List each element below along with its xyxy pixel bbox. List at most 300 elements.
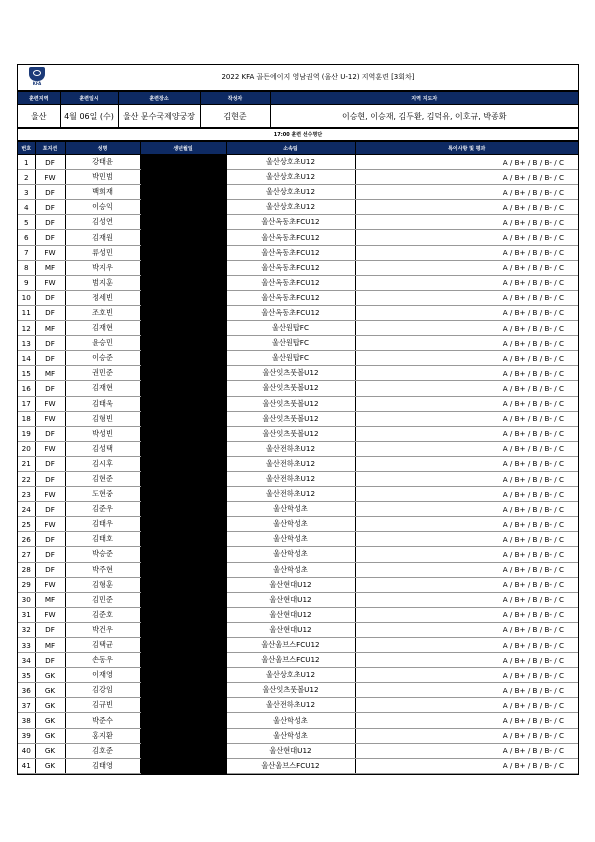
player-name: 박민범: [65, 170, 140, 185]
player-team: 울산울브스FCU12: [226, 638, 355, 653]
table-row: [18, 170, 578, 185]
player-number: 28: [18, 562, 35, 577]
player-number: 30: [18, 592, 35, 607]
player-grade: A / B+ / B / B- / C: [355, 305, 578, 320]
player-number: 26: [18, 532, 35, 547]
table-row: [18, 155, 578, 170]
birthdate-redacted: [140, 456, 226, 471]
player-team: 울산전하초U12: [226, 441, 355, 456]
player-team: 울산학성초: [226, 517, 355, 532]
player-grade: A / B+ / B / B- / C: [355, 456, 578, 471]
player-grade: A / B+ / B / B- / C: [355, 230, 578, 245]
birthdate-redacted: [140, 607, 226, 622]
birthdate-redacted: [140, 743, 226, 758]
birthdate-redacted: [140, 185, 226, 200]
table-row: [18, 426, 578, 441]
player-number: 29: [18, 577, 35, 592]
player-number: 33: [18, 638, 35, 653]
player-team: 울산학성초: [226, 502, 355, 517]
birthdate-redacted: [140, 366, 226, 381]
player-position: FW: [35, 487, 65, 502]
player-team: 울산옥동초FCU12: [226, 245, 355, 260]
table-row: [18, 215, 578, 230]
player-team: 울산전하초U12: [226, 487, 355, 502]
birthdate-redacted: [140, 336, 226, 351]
player-grade: A / B+ / B / B- / C: [355, 713, 578, 728]
player-position: MF: [35, 260, 65, 275]
player-number: 8: [18, 260, 35, 275]
player-position: DF: [35, 426, 65, 441]
birthdate-redacted: [140, 275, 226, 290]
player-position: DF: [35, 622, 65, 637]
player-team: 울산전하초U12: [226, 698, 355, 713]
player-position: DF: [35, 547, 65, 562]
table-row: [18, 683, 578, 698]
birthdate-redacted: [140, 547, 226, 562]
player-grade: A / B+ / B / B- / C: [355, 381, 578, 396]
player-number: 1: [18, 155, 35, 170]
player-name: 백희재: [65, 185, 140, 200]
table-row: [18, 668, 578, 683]
table-row: [18, 607, 578, 622]
player-number: 9: [18, 275, 35, 290]
player-team: 울산원탑FC: [226, 351, 355, 366]
player-grade: A / B+ / B / B- / C: [355, 728, 578, 743]
player-grade: A / B+ / B / B- / C: [355, 502, 578, 517]
birthdate-redacted: [140, 532, 226, 547]
player-number: 3: [18, 185, 35, 200]
birthdate-redacted: [140, 426, 226, 441]
birthdate-redacted: [140, 698, 226, 713]
player-number: 13: [18, 336, 35, 351]
player-position: DF: [35, 200, 65, 215]
player-team: 울산옥동초FCU12: [226, 290, 355, 305]
player-name: 박주현: [65, 562, 140, 577]
birthdate-redacted: [140, 200, 226, 215]
player-number: 21: [18, 456, 35, 471]
player-number: 6: [18, 230, 35, 245]
player-grade: A / B+ / B / B- / C: [355, 547, 578, 562]
table-row: [18, 502, 578, 517]
birthdate-redacted: [140, 487, 226, 502]
player-name: 김호준: [65, 743, 140, 758]
birthdate-redacted: [140, 290, 226, 305]
player-team: 울산잇츠풋볼U12: [226, 411, 355, 426]
player-position: FW: [35, 245, 65, 260]
table-row: [18, 275, 578, 290]
player-team: 울산잇츠풋볼U12: [226, 381, 355, 396]
player-name: 김시후: [65, 456, 140, 471]
player-position: DF: [35, 471, 65, 486]
player-position: FW: [35, 517, 65, 532]
player-position: GK: [35, 728, 65, 743]
player-position: DF: [35, 562, 65, 577]
table-row: [18, 547, 578, 562]
player-number: 37: [18, 698, 35, 713]
player-position: DF: [35, 456, 65, 471]
info-venue: 울산 문수국제양궁장: [118, 105, 200, 128]
player-name: 박승준: [65, 547, 140, 562]
table-row: [18, 728, 578, 743]
player-number: 14: [18, 351, 35, 366]
info-coaches: 이승현, 이승재, 김두환, 김덕유, 이호규, 박종화: [270, 105, 578, 128]
player-team: 울산상호초U12: [226, 185, 355, 200]
table-row: [18, 758, 578, 773]
table-row: [18, 381, 578, 396]
player-team: 울산원탑FC: [226, 321, 355, 336]
player-name: 강태윤: [65, 155, 140, 170]
player-name: 이재영: [65, 668, 140, 683]
table-row: [18, 290, 578, 305]
player-grade: A / B+ / B / B- / C: [355, 275, 578, 290]
birthdate-redacted: [140, 411, 226, 426]
player-name: 김성택: [65, 441, 140, 456]
birthdate-redacted: [140, 155, 226, 170]
table-row: [18, 260, 578, 275]
player-position: DF: [35, 215, 65, 230]
player-team: 울산현대U12: [226, 592, 355, 607]
player-table: [18, 141, 578, 774]
player-grade: A / B+ / B / B- / C: [355, 441, 578, 456]
table-row: [18, 245, 578, 260]
player-name: 박성빈: [65, 426, 140, 441]
training-info-table: [18, 91, 578, 128]
info-header-datetime: 훈련일시: [60, 92, 118, 105]
birthdate-redacted: [140, 170, 226, 185]
col-header-position: 포지션: [35, 142, 65, 155]
table-row: [18, 185, 578, 200]
player-team: 울산현대U12: [226, 577, 355, 592]
birthdate-redacted: [140, 683, 226, 698]
player-team: 울산옥동초FCU12: [226, 230, 355, 245]
section-title: 17:00 훈련 선수명단: [18, 129, 578, 141]
player-name: 정세빈: [65, 290, 140, 305]
player-grade: A / B+ / B / B- / C: [355, 532, 578, 547]
birthdate-redacted: [140, 260, 226, 275]
player-position: DF: [35, 185, 65, 200]
birthdate-redacted: [140, 321, 226, 336]
player-number: 15: [18, 366, 35, 381]
birthdate-redacted: [140, 305, 226, 320]
player-grade: A / B+ / B / B- / C: [355, 471, 578, 486]
player-position: MF: [35, 321, 65, 336]
player-position: DF: [35, 351, 65, 366]
title-row: [18, 65, 578, 91]
birthdate-redacted: [140, 502, 226, 517]
birthdate-redacted: [140, 396, 226, 411]
birthdate-redacted: [140, 592, 226, 607]
info-value-row: [18, 105, 578, 128]
birthdate-redacted: [140, 351, 226, 366]
player-team: 울산옥동초FCU12: [226, 275, 355, 290]
table-row: [18, 743, 578, 758]
player-team: 울산학성초: [226, 547, 355, 562]
player-team: 울산잇츠풋볼U12: [226, 366, 355, 381]
player-position: FW: [35, 577, 65, 592]
player-position: DF: [35, 290, 65, 305]
player-number: 5: [18, 215, 35, 230]
player-name: 박준수: [65, 713, 140, 728]
player-name: 김현준: [65, 471, 140, 486]
player-name: 박건우: [65, 622, 140, 637]
table-row: [18, 305, 578, 320]
player-number: 23: [18, 487, 35, 502]
player-position: GK: [35, 713, 65, 728]
player-grade: A / B+ / B / B- / C: [355, 200, 578, 215]
player-position: FW: [35, 607, 65, 622]
player-grade: A / B+ / B / B- / C: [355, 336, 578, 351]
player-position: DF: [35, 155, 65, 170]
player-grade: A / B+ / B / B- / C: [355, 607, 578, 622]
birthdate-redacted: [140, 381, 226, 396]
player-position: MF: [35, 366, 65, 381]
player-grade: A / B+ / B / B- / C: [355, 743, 578, 758]
player-name: 김규빈: [65, 698, 140, 713]
player-team: 울산상호초U12: [226, 668, 355, 683]
player-name: 김태영: [65, 758, 140, 773]
player-number: 32: [18, 622, 35, 637]
table-row: [18, 456, 578, 471]
table-row: [18, 200, 578, 215]
player-number: 31: [18, 607, 35, 622]
player-position: GK: [35, 743, 65, 758]
player-name: 도현중: [65, 487, 140, 502]
table-row: [18, 577, 578, 592]
player-name: 김준우: [65, 502, 140, 517]
player-position: GK: [35, 668, 65, 683]
table-row: [18, 441, 578, 456]
birthdate-redacted: [140, 562, 226, 577]
table-row: [18, 396, 578, 411]
player-team: 울산현대U12: [226, 607, 355, 622]
section-title-table: [18, 128, 578, 141]
player-grade: A / B+ / B / B- / C: [355, 260, 578, 275]
table-row: [18, 592, 578, 607]
player-name: 김태호: [65, 532, 140, 547]
player-number: 19: [18, 426, 35, 441]
player-name: 김택균: [65, 638, 140, 653]
player-grade: A / B+ / B / B- / C: [355, 668, 578, 683]
player-team: 울산원탑FC: [226, 336, 355, 351]
player-team: 울산울브스FCU12: [226, 653, 355, 668]
player-name: 조호빈: [65, 305, 140, 320]
player-number: 40: [18, 743, 35, 758]
table-row: [18, 411, 578, 426]
player-header-row: [18, 142, 578, 155]
player-number: 35: [18, 668, 35, 683]
player-grade: A / B+ / B / B- / C: [355, 170, 578, 185]
table-row: [18, 351, 578, 366]
player-number: 2: [18, 170, 35, 185]
player-position: DF: [35, 653, 65, 668]
kfa-logo-icon: KFA: [26, 67, 48, 88]
table-row: [18, 638, 578, 653]
player-team: 울산전하초U12: [226, 456, 355, 471]
col-header-number: 번호: [18, 142, 35, 155]
player-name: 류성민: [65, 245, 140, 260]
player-team: 울산옥동초FCU12: [226, 215, 355, 230]
player-grade: A / B+ / B / B- / C: [355, 426, 578, 441]
birthdate-redacted: [140, 577, 226, 592]
table-row: [18, 622, 578, 637]
player-name: 이승익: [65, 200, 140, 215]
info-header-author: 작성자: [200, 92, 270, 105]
player-grade: A / B+ / B / B- / C: [355, 653, 578, 668]
table-row: [18, 653, 578, 668]
player-name: 윤승민: [65, 336, 140, 351]
birthdate-redacted: [140, 713, 226, 728]
birthdate-redacted: [140, 758, 226, 773]
table-row: [18, 698, 578, 713]
player-name: 김재현: [65, 321, 140, 336]
birthdate-redacted: [140, 215, 226, 230]
player-grade: A / B+ / B / B- / C: [355, 351, 578, 366]
player-number: 17: [18, 396, 35, 411]
birthdate-redacted: [140, 441, 226, 456]
player-position: FW: [35, 396, 65, 411]
birthdate-redacted: [140, 653, 226, 668]
birthdate-redacted: [140, 638, 226, 653]
player-name: 김준호: [65, 607, 140, 622]
info-header-region: 훈련지역: [18, 92, 60, 105]
player-position: GK: [35, 698, 65, 713]
player-team: 울산학성초: [226, 728, 355, 743]
player-name: 박지우: [65, 260, 140, 275]
player-team: 울산옥동초FCU12: [226, 260, 355, 275]
info-header-row: [18, 92, 578, 105]
birthdate-redacted: [140, 230, 226, 245]
player-number: 27: [18, 547, 35, 562]
roster-sheet: [17, 64, 579, 775]
player-team: 울산잇츠풋볼U12: [226, 426, 355, 441]
player-team: 울산잇츠풋볼U12: [226, 396, 355, 411]
player-grade: A / B+ / B / B- / C: [355, 683, 578, 698]
player-number: 25: [18, 517, 35, 532]
player-position: FW: [35, 411, 65, 426]
player-team: 울산학성초: [226, 562, 355, 577]
player-name: 김민준: [65, 592, 140, 607]
player-grade: A / B+ / B / B- / C: [355, 562, 578, 577]
birthdate-redacted: [140, 245, 226, 260]
player-team: 울산잇츠풋볼U12: [226, 683, 355, 698]
col-header-birthdate: 생년월일: [140, 142, 226, 155]
player-position: FW: [35, 170, 65, 185]
player-team: 울산옥동초FCU12: [226, 305, 355, 320]
info-region: 울산: [18, 105, 60, 128]
player-name: 김형훈: [65, 577, 140, 592]
table-row: [18, 487, 578, 502]
player-name: 김형빈: [65, 411, 140, 426]
player-number: 24: [18, 502, 35, 517]
player-team: 울산학성초: [226, 713, 355, 728]
player-grade: A / B+ / B / B- / C: [355, 185, 578, 200]
player-team: 울산울브스FCU12: [226, 758, 355, 773]
player-grade: A / B+ / B / B- / C: [355, 622, 578, 637]
player-grade: A / B+ / B / B- / C: [355, 155, 578, 170]
table-row: [18, 517, 578, 532]
info-datetime: 4월 06일 (수): [60, 105, 118, 128]
player-name: 이승준: [65, 351, 140, 366]
player-grade: A / B+ / B / B- / C: [355, 411, 578, 426]
birthdate-redacted: [140, 622, 226, 637]
player-position: GK: [35, 758, 65, 773]
player-name: 김강임: [65, 683, 140, 698]
player-position: DF: [35, 305, 65, 320]
player-position: DF: [35, 502, 65, 517]
player-position: GK: [35, 683, 65, 698]
player-grade: A / B+ / B / B- / C: [355, 290, 578, 305]
player-team: 울산현대U12: [226, 743, 355, 758]
col-header-team: 소속팀: [226, 142, 355, 155]
player-grade: A / B+ / B / B- / C: [355, 487, 578, 502]
player-position: DF: [35, 230, 65, 245]
table-row: [18, 713, 578, 728]
table-row: [18, 562, 578, 577]
player-grade: A / B+ / B / B- / C: [355, 758, 578, 773]
player-team: 울산상호초U12: [226, 200, 355, 215]
player-name: 김재현: [65, 381, 140, 396]
page-title: 2022 KFA 골든에이지 영남권역 (울산 U-12) 지역훈련 [3회차]: [221, 73, 415, 81]
player-name: 김재원: [65, 230, 140, 245]
player-name: 김태욱: [65, 396, 140, 411]
birthdate-redacted: [140, 728, 226, 743]
player-number: 18: [18, 411, 35, 426]
info-header-venue: 훈련장소: [118, 92, 200, 105]
col-header-notes: 특이사항 및 평과: [355, 142, 578, 155]
player-grade: A / B+ / B / B- / C: [355, 321, 578, 336]
player-number: 12: [18, 321, 35, 336]
player-position: FW: [35, 275, 65, 290]
player-grade: A / B+ / B / B- / C: [355, 396, 578, 411]
player-team: 울산전하초U12: [226, 471, 355, 486]
player-team: 울산학성초: [226, 532, 355, 547]
player-grade: A / B+ / B / B- / C: [355, 517, 578, 532]
player-number: 11: [18, 305, 35, 320]
info-author: 김현준: [200, 105, 270, 128]
table-row: [18, 471, 578, 486]
table-row: [18, 321, 578, 336]
player-number: 20: [18, 441, 35, 456]
player-position: MF: [35, 638, 65, 653]
player-grade: A / B+ / B / B- / C: [355, 366, 578, 381]
player-number: 10: [18, 290, 35, 305]
player-number: 34: [18, 653, 35, 668]
player-position: FW: [35, 441, 65, 456]
col-header-name: 성명: [65, 142, 140, 155]
player-name: 손동우: [65, 653, 140, 668]
player-name: 김성연: [65, 215, 140, 230]
player-number: 16: [18, 381, 35, 396]
player-number: 4: [18, 200, 35, 215]
player-name: 김태우: [65, 517, 140, 532]
player-position: DF: [35, 532, 65, 547]
table-row: [18, 366, 578, 381]
player-team: 울산현대U12: [226, 622, 355, 637]
player-number: 36: [18, 683, 35, 698]
player-grade: A / B+ / B / B- / C: [355, 698, 578, 713]
player-grade: A / B+ / B / B- / C: [355, 592, 578, 607]
player-number: 22: [18, 471, 35, 486]
birthdate-redacted: [140, 517, 226, 532]
player-grade: A / B+ / B / B- / C: [355, 638, 578, 653]
info-header-coaches: 지역 지도자: [270, 92, 578, 105]
player-team: 울산상호초U12: [226, 155, 355, 170]
player-number: 41: [18, 758, 35, 773]
birthdate-redacted: [140, 471, 226, 486]
player-name: 범지훈: [65, 275, 140, 290]
player-name: 권민준: [65, 366, 140, 381]
player-number: 7: [18, 245, 35, 260]
